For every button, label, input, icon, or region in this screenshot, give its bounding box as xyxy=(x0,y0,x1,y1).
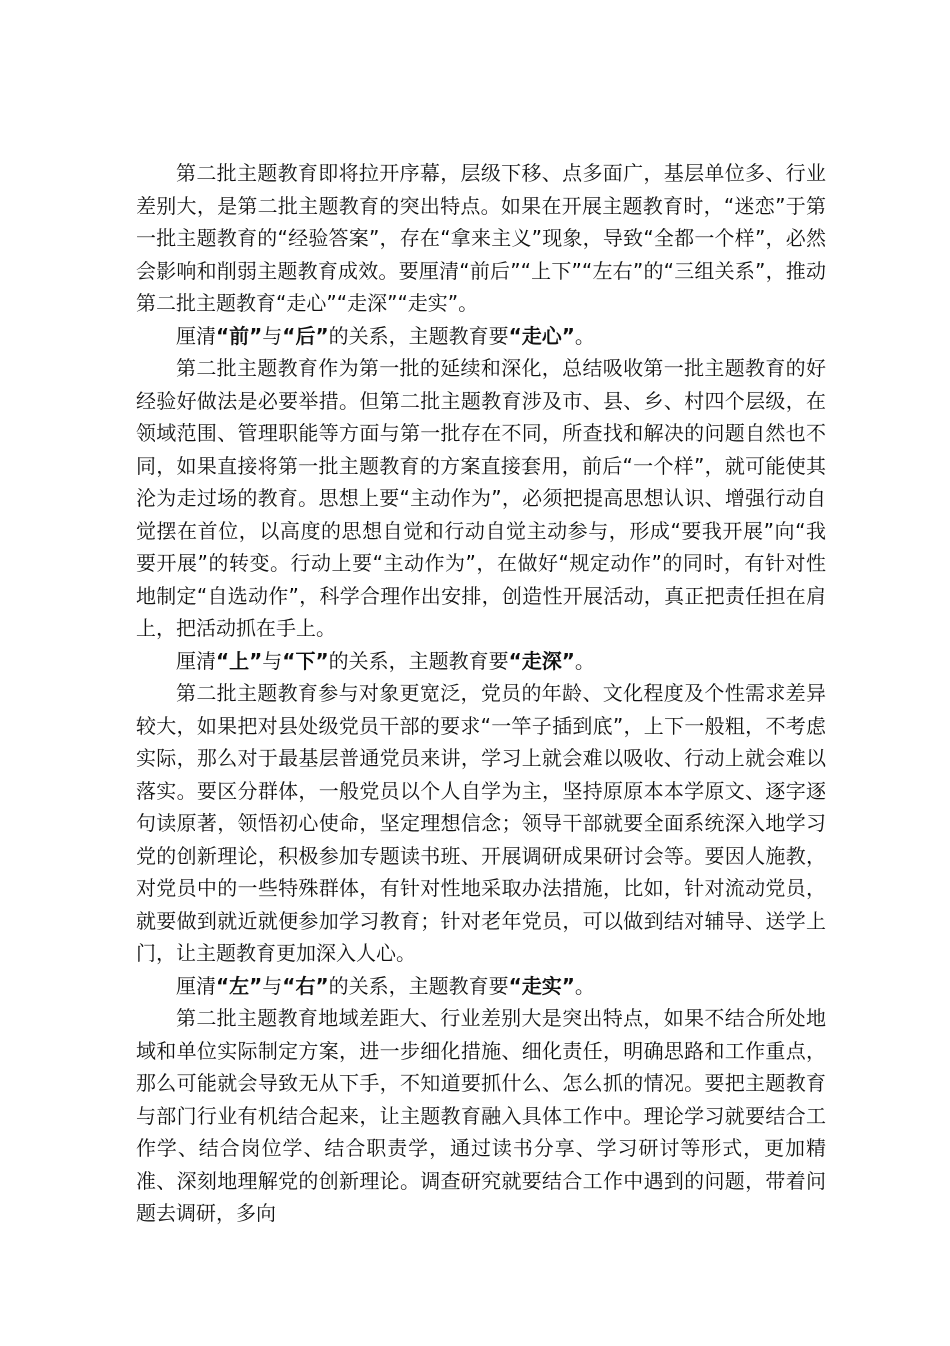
heading-text: 的关系，主题教育要 xyxy=(328,323,509,348)
heading-keyword: “前” xyxy=(216,323,263,348)
heading-text: 。 xyxy=(574,323,595,348)
heading-keyword: “走深” xyxy=(508,648,575,673)
heading-text: 厘清 xyxy=(176,648,216,673)
heading-text: 的关系，主题教育要 xyxy=(328,648,509,673)
heading-keyword: “走实” xyxy=(508,973,575,998)
heading-keyword: “左” xyxy=(216,973,263,998)
body-paragraph-left-right: 第二批主题教育地域差距大、行业差别大是突出特点，如果不结合所处地域和单位实际制定方案，进一步细化措施、细化责任，明确思路和工作重点，那么可能就会导致无从下手，不知道要抓什么、怎么抓的情况。要把主题教育与部门行业有机结合起来，让主题教育融入具体工作中。理论学习就要结合工作学、结合岗位学、结合职责学，通过读书分享、学习研讨等形式，更加精准、深刻地理解党的创新理论。调查研究就要结合工作中遇到的问题，带着问题去调研，多向 xyxy=(136,1006,826,1225)
heading-text: 。 xyxy=(574,973,595,998)
heading-keyword: “后” xyxy=(282,323,329,348)
intro-paragraph: 第二批主题教育即将拉开序幕，层级下移、点多面广，基层单位多、行业差别大，是第二批主题教育的突出特点。如果在开展主题教育时，“迷恋”于第一批主题教育的“经验答案”，存在“拿来主义”现象，导致“全都一个样”，必然会影响和削弱主题教育成效。要厘清“前后”“上下”“左右”的“三组关系”，推动第二批主题教育“走心”“走深”“走实”。 xyxy=(136,161,826,315)
heading-text: 。 xyxy=(574,648,595,673)
heading-text: 厘清 xyxy=(176,323,216,348)
heading-keyword: “右” xyxy=(282,973,329,998)
section-heading-front-back xyxy=(136,320,826,353)
heading-keyword: “走心” xyxy=(508,323,575,348)
heading-text: 与 xyxy=(262,973,283,998)
body-paragraph-front-back: 第二批主题教育作为第一批的延续和深化，总结吸收第一批主题教育的好经验好做法是必要举措。但第二批主题教育涉及市、县、乡、村四个层级，在领域范围、管理职能等方面与第一批存在不同，所查找和解决的问题自然也不同，如果直接将第一批主题教育的方案直接套用，前后“一个样”，就可能使其沦为走过场的教育。思想上要“主动作为”，必须把提高思想认识、增强行动自觉摆在首位，以高度的思想自觉和行动自觉主动参与，形成“要我开展”向“我要开展”的转变。行动上要“主动作为”，在做好“规定动作”的同时，有针对性地制定“自选动作”，科学合理作出安排，创造性开展活动，真正把责任担在肩上，把活动抓在手上。 xyxy=(136,356,826,640)
document-body xyxy=(136,157,826,1230)
heading-text: 与 xyxy=(262,323,283,348)
heading-keyword: “上” xyxy=(216,648,263,673)
section-heading-up-down xyxy=(136,645,826,678)
heading-text: 厘清 xyxy=(176,973,216,998)
heading-text: 的关系，主题教育要 xyxy=(328,973,509,998)
heading-keyword: “下” xyxy=(282,648,329,673)
body-paragraph-up-down: 第二批主题教育参与对象更宽泛，党员的年龄、文化程度及个性需求差异较大，如果把对县处级党员干部的要求“一竿子插到底”，上下一般粗，不考虑实际，那么对于最基层普通党员来讲，学习上就会难以吸收、行动上就会难以落实。要区分群体，一般党员以个人自学为主，坚持原原本本学原文、逐字逐句读原著，领悟初心使命，坚定理想信念；领导干部就要全面系统深入地学习党的创新理论，积极参加专题读书班、开展调研成果研讨会等。要因人施教，对党员中的一些特殊群体，有针对性地采取办法措施，比如，针对流动党员，就要做到就近就便参加学习教育；针对老年党员，可以做到结对辅导、送学上门，让主题教育更加深入人心。 xyxy=(136,681,826,965)
section-heading-left-right xyxy=(136,970,826,1003)
heading-text: 与 xyxy=(262,648,283,673)
